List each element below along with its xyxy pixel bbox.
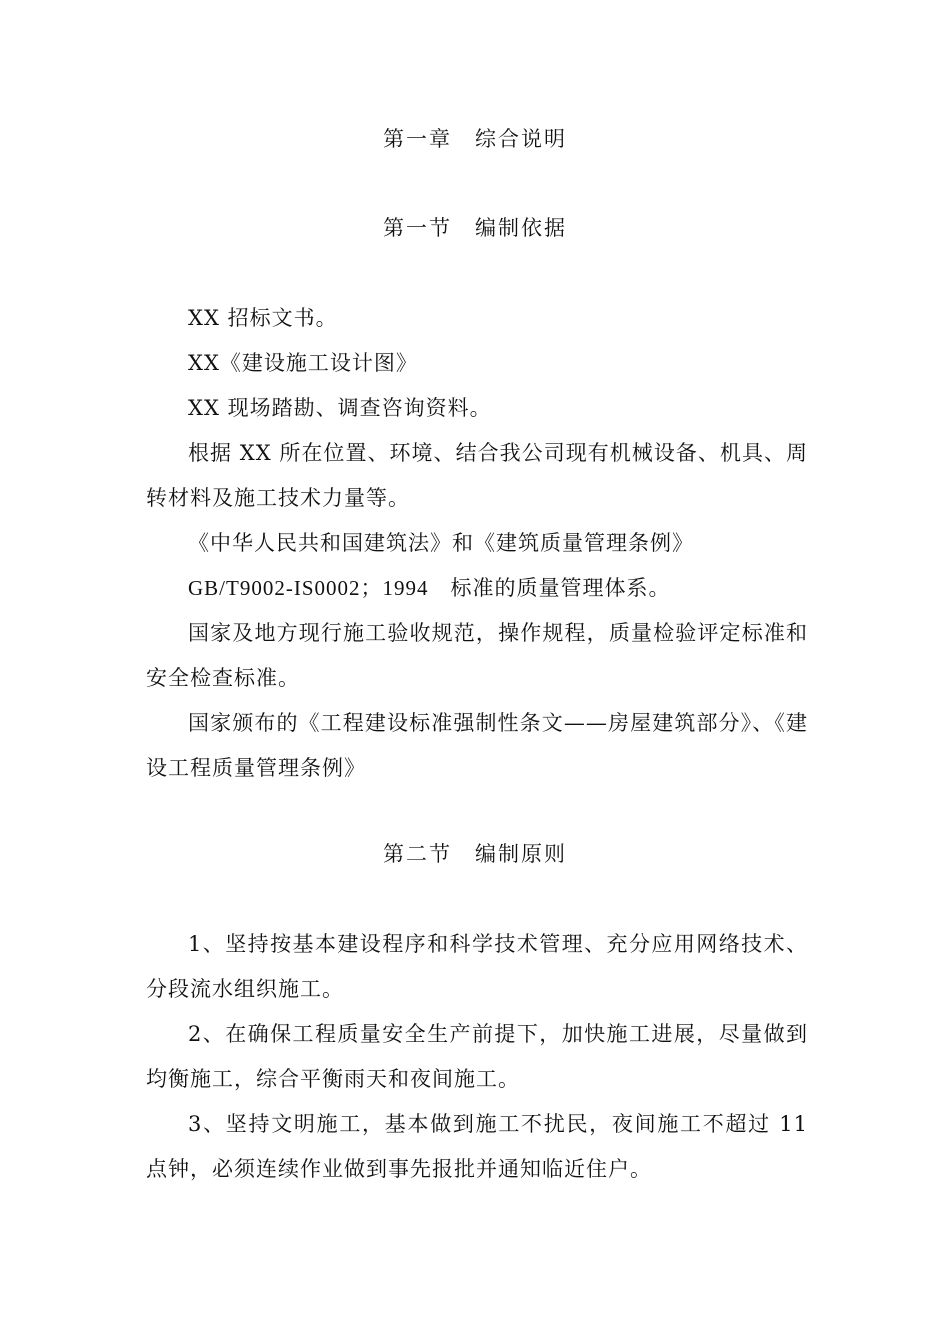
paragraph: 1、坚持按基本建设程序和科学技术管理、充分应用网络技术、分段流水组织施工。: [146, 932, 808, 1001]
paragraph: GB/T9002-IS0002；1994 标准的质量管理体系。: [188, 576, 671, 600]
section-title-principles: 第二节 编制原则: [383, 842, 567, 866]
paragraph: XX《建设施工设计图》: [188, 351, 418, 375]
paragraph: 3、坚持文明施工，基本做到施工不扰民，夜间施工不超过 11 点钟，必须连续作业做到事先报批并通知临近住户。: [146, 1112, 808, 1181]
paragraph: 《中华人民共和国建筑法》和《建筑质量管理条例》: [188, 531, 694, 555]
paragraph: 2、在确保工程质量安全生产前提下，加快施工进展，尽量做到均衡施工，综合平衡雨天和夜间施工。: [146, 1022, 808, 1091]
chapter-title: 第一章 综合说明: [383, 127, 567, 151]
paragraph: 国家颁布的《工程建设标准强制性条文——房屋建筑部分》、《建设工程质量管理条例》: [146, 711, 808, 780]
paragraph: 国家及地方现行施工验收规范，操作规程，质量检验评定标准和安全检查标准。: [146, 621, 808, 690]
section-title-basis: 第一节 编制依据: [383, 216, 567, 240]
paragraph: XX 现场踏勘、调查咨询资料。: [188, 396, 492, 420]
paragraph: 根据 XX 所在位置、环境、结合我公司现有机械设备、机具、周转材料及施工技术力量等。: [146, 441, 808, 510]
paragraph: XX 招标文书。: [188, 306, 338, 330]
